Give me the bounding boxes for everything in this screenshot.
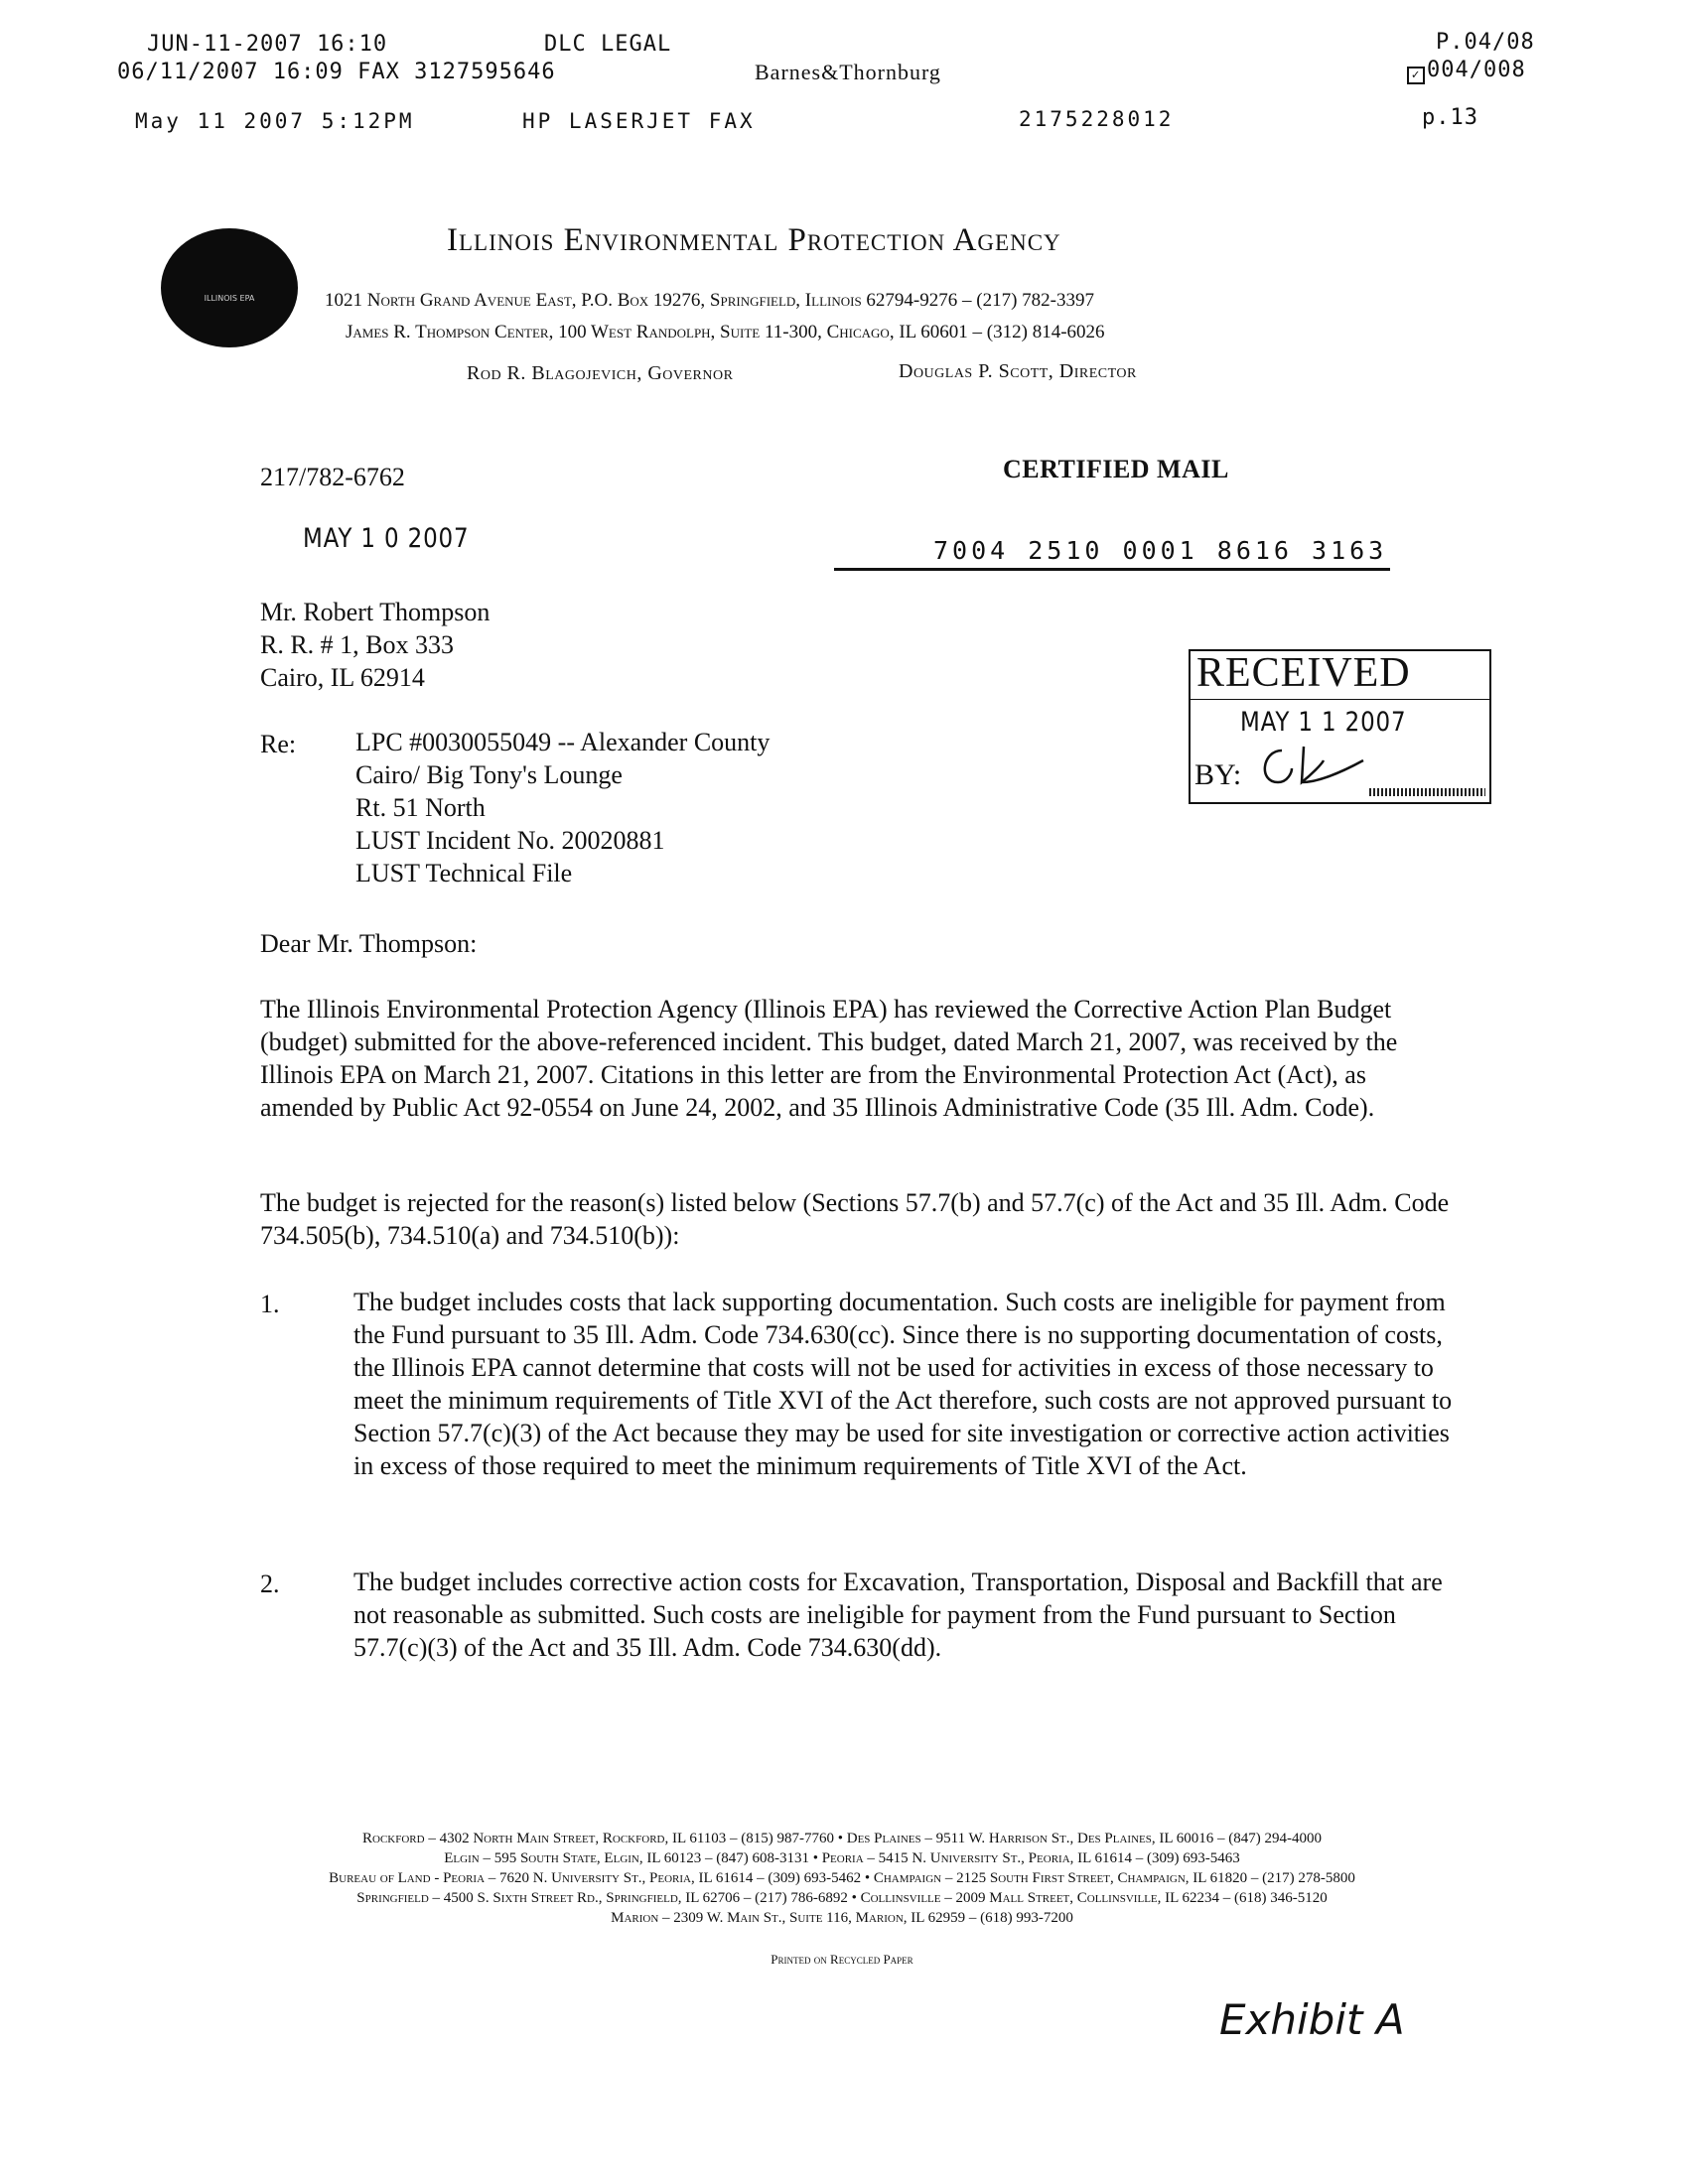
received-stamp-title: RECEIVED <box>1196 650 1411 696</box>
address-chicago: James R. Thompson Center, 100 West Randolph, Suite 11-300, Chicago, IL 60601 – (312) 814-6026 <box>346 322 1105 342</box>
item-1-number: 1. <box>260 1290 280 1318</box>
fax-header-received-time: May 11 2007 5:12PM <box>135 109 415 133</box>
fax-header-machine: HP LASERJET FAX <box>522 109 756 133</box>
certified-mail-label: CERTIFIED MAIL <box>1003 455 1229 483</box>
body-paragraph-1: The Illinois Environmental Protection Agency (Illinois EPA) has reviewed the Corrective Action Plan Budget (budget) submitted for the above-referenced incident. This budget, dated March 21, 2007, was received by the Illinois EPA on March 21, 2007. Citations in this letter are from the Environmental Protection Act (Act), as amended by Public Act 92-0554 on June 24, 2002, and 35 Illinois Administrative Code (35 Ill. Adm. Code). <box>260 995 1398 1122</box>
recipient-city: Cairo, IL 62914 <box>260 663 425 692</box>
received-stamp-by: BY: <box>1194 758 1242 791</box>
received-stamp-hatch <box>1369 788 1485 796</box>
agency-name: Illinois Environmental Protection Agency <box>447 222 1061 258</box>
item-2-number: 2. <box>260 1570 280 1598</box>
fax-check-icon: ✓ <box>1407 67 1425 84</box>
item-1-text: The budget includes costs that lack supporting documentation. Such costs are ineligible for payment from the Fund pursuant to 35 Ill. Adm. Code 734.630(cc). Since there is no supporting documentation of costs, the Illinois EPA cannot determine that costs will not be used for activities in excess of those necessary to meet the minimum requirements of Title XVI of the Act therefore, such costs are not approved pursuant to Section 57.7(c)(3) of the Act because they may be used for site investigation or corrective action activities in excess of those required to meet the minimum requirements of Title XVI of the Act. <box>353 1288 1453 1480</box>
agency-phone: 217/782-6762 <box>260 463 405 491</box>
re-line-lpc: LPC #0030055049 -- Alexander County <box>355 728 771 756</box>
director-name: Douglas P. Scott, Director <box>899 360 1137 382</box>
fax-header-sender: DLC LEGAL <box>544 32 672 57</box>
seal-text: ILLINOIS EPA <box>204 294 255 303</box>
recipient-address: R. R. # 1, Box 333 <box>260 630 455 659</box>
footer-offices-line-5: Marion – 2309 W. Main St., Suite 116, Marion, IL 62959 – (618) 993-7200 <box>611 1910 1073 1926</box>
received-stamp <box>1189 649 1491 804</box>
fax-header-phone: 2175228012 <box>1019 107 1175 131</box>
received-stamp-initials <box>1252 743 1371 792</box>
fax-header-firm: Barnes&Thornburg <box>755 60 941 84</box>
re-label: Re: <box>260 730 297 758</box>
fax-header-page-count: ✓ 004/008 <box>1407 58 1526 84</box>
re-line-incident: LUST Incident No. 20020881 <box>355 826 665 855</box>
recipient-name: Mr. Robert Thompson <box>260 598 491 626</box>
footer-recycled-note: Printed on Recycled Paper <box>771 1952 913 1967</box>
tracking-number: 7004 2510 0001 8616 3163 <box>933 536 1388 565</box>
fax-header-p13: p.13 <box>1422 105 1478 130</box>
footer-offices-line-2: Elgin – 595 South State, Elgin, IL 60123 – (847) 608-3131 • Peoria – 5415 N. University St., Peoria, IL 61614 – (309) 693-5463 <box>444 1850 1240 1866</box>
body-paragraph-2: The budget is rejected for the reason(s) listed below (Sections 57.7(b) and 57.7(c) of the Act and 35 Ill. Adm. Code 734.505(b), 734.510(a) and 734.510(b)): <box>260 1188 1450 1250</box>
received-stamp-rule <box>1191 699 1489 700</box>
item-2-text: The budget includes corrective action costs for Excavation, Transportation, Disposal and Backfill that are not reasonable as submitted. Such costs are ineligible for payment from the Fund pursuant to Section 57.7(c)(3) of the Act and 35 Ill. Adm. Code 734.630(dd). <box>353 1568 1443 1662</box>
re-line-file: LUST Technical File <box>355 859 573 887</box>
footer-offices-line-3: Bureau of Land - Peoria – 7620 N. University St., Peoria, IL 61614 – (309) 693-5462 • Champaign – 2125 South First Street, Champaign, IL 61820 – (217) 278-5800 <box>329 1870 1355 1886</box>
footer-offices-line-4: Springfield – 4500 S. Sixth Street Rd., Springfield, IL 62706 – (217) 786-6892 • Collinsville – 2009 Mall Street, Collinsville, IL 62234 – (618) 346-5120 <box>356 1890 1328 1906</box>
date-stamp: MAY 1 0 2007 <box>303 523 470 554</box>
re-line-site: Cairo/ Big Tony's Lounge <box>355 760 623 789</box>
tracking-underline <box>834 568 1390 571</box>
governor-name: Rod R. Blagojevich, Governor <box>467 362 734 384</box>
address-springfield: 1021 North Grand Avenue East, P.O. Box 19276, Springfield, Illinois 62794-9276 – (217) 782-3397 <box>325 290 1094 311</box>
agency-seal-logo <box>161 228 298 347</box>
re-line-route: Rt. 51 North <box>355 793 486 822</box>
fax-header-page: P.04/08 <box>1436 30 1535 55</box>
fax-header-line2: 06/11/2007 16:09 FAX 3127595646 <box>117 60 556 84</box>
salutation: Dear Mr. Thompson: <box>260 929 478 958</box>
exhibit-label: Exhibit A <box>1219 1995 1405 2044</box>
received-stamp-date: MAY 1 1 2007 <box>1240 707 1407 738</box>
fax-header-date-time: JUN-11-2007 16:10 <box>147 32 388 57</box>
footer-offices-line-1: Rockford – 4302 North Main Street, Rockford, IL 61103 – (815) 987-7760 • Des Plaines – 9511 W. Harrison St., Des Plaines, IL 60016 – (847) 294-4000 <box>362 1831 1322 1846</box>
